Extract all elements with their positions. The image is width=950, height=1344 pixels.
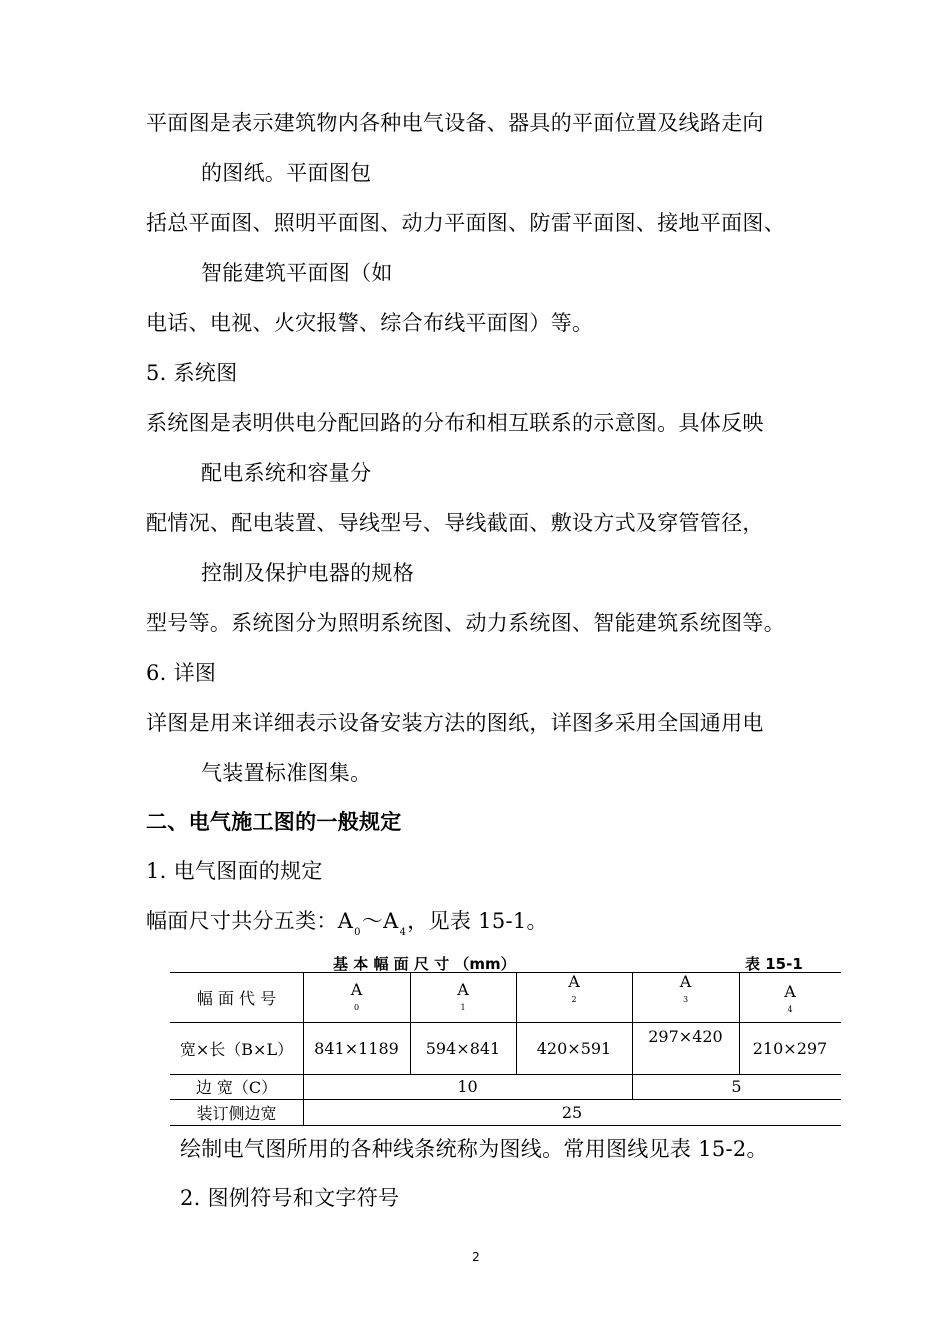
- sheet-code-cell: A 4: [784, 982, 796, 1014]
- size-cell: 420×591: [536, 1038, 612, 1058]
- row-label-sheet-code: 幅 面 代 号: [196, 988, 277, 1008]
- paragraph-line: 智能建筑平面图（如: [201, 261, 393, 285]
- subheading-detail-drawing: 6. 详图: [146, 661, 217, 685]
- paragraph-line: 气装置标准图集。: [201, 761, 372, 785]
- paragraph-line: 电话、电视、火灾报警、综合布线平面图）等。: [146, 311, 594, 335]
- subheading-system-diagram: 5. 系统图: [146, 361, 238, 385]
- section-heading: 二、电气施工图的一般规定: [146, 810, 402, 834]
- size-cell: 841×1189: [314, 1038, 399, 1058]
- table-title: 基 本 幅 面 尺 寸 （mm）: [333, 955, 516, 973]
- sheet-code-cell: A 2: [568, 972, 580, 1004]
- sheet-code-cell: A 3: [679, 972, 692, 1004]
- paragraph-line: 幅面尺寸共分五类：$A_0\sim A_4$，见表 15-1。: [146, 909, 548, 938]
- sheet-size-table: [170, 972, 841, 1126]
- paragraph-line: 系统图是表明供电分配回路的分布和相互联系的示意图。具体反映: [146, 411, 764, 435]
- paragraph-line: 详图是用来详细表示设备安装方法的图纸，详图多采用全国通用电: [146, 711, 764, 735]
- row-label-size: 宽×长（B×L）: [179, 1039, 294, 1059]
- margin-cell: 10: [457, 1077, 478, 1096]
- size-cell: 594×841: [425, 1038, 501, 1058]
- subheading-legend-symbols: 2. 图例符号和文字符号: [180, 1186, 400, 1210]
- row-label-binding-margin: 装订侧边宽: [196, 1103, 277, 1123]
- size-cell: 297×420: [648, 1026, 723, 1046]
- subheading-drawing-sheet-rules: 1. 电气图面的规定: [146, 859, 323, 883]
- paragraph-line: 配情况、配电装置、导线型号、导线截面、敷设方式及穿管管径，: [146, 511, 764, 535]
- paragraph-line: 配电系统和容量分: [201, 461, 372, 485]
- row-label-margin: 边 宽（C）: [195, 1078, 278, 1097]
- paragraph-line: 绘制电气图所用的各种线条统称为图线。常用图线见表 15-2。: [180, 1137, 768, 1161]
- paragraph-line: 控制及保护电器的规格: [201, 561, 414, 585]
- paragraph-line: 平面图是表示建筑物内各种电气设备、器具的平面位置及线路走向: [146, 111, 764, 135]
- table-number: 表 15-1: [745, 955, 803, 973]
- sheet-code-cell: A 0: [350, 980, 363, 1012]
- paragraph-line: 括总平面图、照明平面图、动力平面图、防雷平面图、接地平面图、: [146, 211, 785, 235]
- binding-margin-cell: 25: [561, 1102, 583, 1122]
- paragraph-line: 型号等。系统图分为照明系统图、动力系统图、智能建筑系统图等。: [146, 611, 785, 635]
- sheet-code-cell: A 1: [457, 980, 469, 1012]
- size-cell: 210×297: [752, 1038, 828, 1058]
- margin-cell: 5: [731, 1077, 742, 1096]
- paragraph-line: 的图纸。平面图包: [201, 161, 372, 185]
- page-number: 2: [472, 1250, 480, 1264]
